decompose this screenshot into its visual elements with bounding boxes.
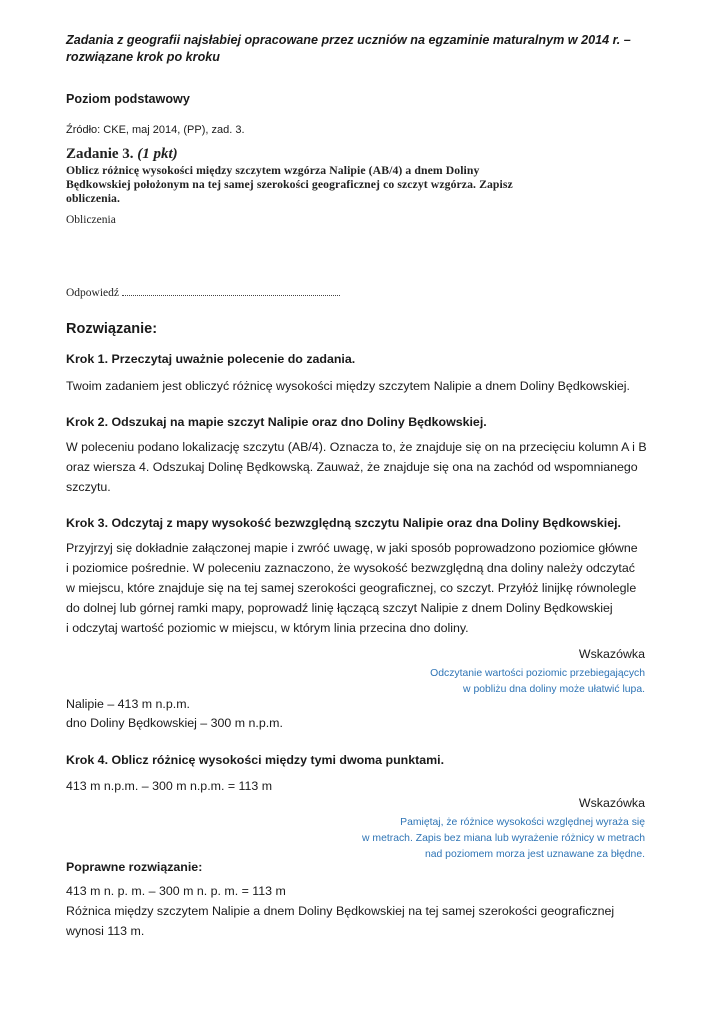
- step-4-hint-line-1: Pamiętaj, że różnice wysokości względnej wyraża się: [400, 817, 645, 828]
- level-heading: Poziom podstawowy: [66, 92, 190, 106]
- step-1-text: Twoim zadaniem jest obliczyć różnicę wysokości między szczytem Nalipie a dnem Doliny Będkowskiej.: [66, 379, 630, 393]
- correct-line-2: wynosi 113 m.: [66, 924, 145, 938]
- step-3-line-5: i odczytaj wartość poziomic w miejscu, w którym linia przecina dno doliny.: [66, 621, 469, 635]
- task-points: (1 pkt): [137, 146, 178, 162]
- task-title: [66, 146, 516, 163]
- solution-heading: Rozwiązanie:: [66, 321, 158, 337]
- step-4-hint: [362, 815, 645, 863]
- header-line-1: Zadania z geografii najsłabiej opracowane przez uczniów na egzaminie maturalnym w 2014 r. –: [66, 33, 631, 47]
- step-3-text: [66, 538, 656, 638]
- step-3-hint-line-2: w pobliżu dna doliny może ułatwić lupa.: [463, 684, 645, 695]
- step-4-hint-line-2: w metrach. Zapis bez miana lub wyrażenie różnicy w metrach: [362, 833, 645, 844]
- step-3-line-3: w miejscu, które znajduje się na tej samej szerokości geograficznej, co szczyt. Przyłóż linijkę równolegle: [66, 581, 637, 595]
- result-nalipie: Nalipie – 413 m n.p.m.: [66, 697, 190, 711]
- answer-dotted-line: [122, 287, 340, 296]
- step-2-line-3: szczytu.: [66, 480, 111, 494]
- step-3-hint-label: Wskazówka: [578, 647, 645, 661]
- step-2-line-1: W poleceniu podano lokalizację szczytu (AB/4). Oznacza to, że znajduje się on na przecięciu kolumn A i B: [66, 440, 647, 454]
- calculations-label: Obliczenia: [66, 214, 116, 226]
- step-3-title: Krok 3. Odczytaj z mapy wysokość bezwzględną szczytu Nalipie oraz dna Doliny Będkowskiej.: [66, 516, 621, 530]
- task-line-2: Będkowskiej położonym na tej samej szerokości geograficznej co szczyt wzgórza. Zapisz: [66, 178, 513, 191]
- step-2-title: Krok 2. Odszukaj na mapie szczyt Nalipie oraz dno Doliny Będkowskiej.: [66, 415, 487, 429]
- step-4-calc: 413 m n.p.m. – 300 m n.p.m. = 113 m: [66, 779, 273, 793]
- answer-label: Odpowiedź: [66, 287, 120, 299]
- task-line-1: Oblicz różnicę wysokości między szczytem wzgórza Nalipie (AB/4) a dnem Doliny: [66, 164, 480, 177]
- correct-calc: 413 m n. p. m. – 300 m n. p. m. = 113 m: [66, 884, 286, 898]
- correct-solution-title: Poprawne rozwiązanie:: [66, 860, 203, 874]
- step-2-text: [66, 437, 656, 497]
- task-number: Zadanie 3.: [66, 146, 134, 162]
- step-3-line-4: do dolnej lub górnej ramki mapy, poprowadź linię łączącą szczyt Nalipie z dnem Doliny Będkowskiej: [66, 601, 613, 615]
- correct-conclusion: [66, 901, 656, 941]
- step-4-title: Krok 4. Oblicz różnicę wysokości między tymi dwoma punktami.: [66, 753, 445, 767]
- step-3-hint-line-1: Odczytanie wartości poziomic przebiegających: [430, 668, 645, 679]
- task-line-3: obliczenia.: [66, 192, 121, 205]
- step-4-hint-label: Wskazówka: [578, 796, 645, 810]
- step-3-line-1: Przyjrzyj się dokładnie załączonej mapie i zwróć uwagę, w jaki sposób poprowadzono poziomice główne: [66, 541, 638, 555]
- document-header: [66, 32, 656, 66]
- task-body: [66, 164, 516, 206]
- answer-line: [66, 287, 340, 299]
- step-4-hint-line-3: nad poziomem morza jest uznawane za błędne.: [424, 849, 645, 860]
- header-line-2: rozwiązane krok po kroku: [66, 50, 220, 64]
- step-1-title: Krok 1. Przeczytaj uważnie polecenie do zadania.: [66, 352, 356, 366]
- result-valley: dno Doliny Będkowskiej – 300 m n.p.m.: [66, 716, 283, 730]
- step-3-line-2: i poziomice pośrednie. W poleceniu zaznaczono, że wysokość bezwzględną dna doliny należy odczytać: [66, 561, 635, 575]
- scanned-task: [66, 146, 516, 306]
- step-2-line-2: oraz wiersza 4. Odszukaj Dolinę Będkowską. Zauważ, że znajduje się ona na zachód od wspomnianego: [66, 460, 638, 474]
- correct-line-1: Różnica między szczytem Nalipie a dnem Doliny Będkowskiej na tej samej szerokości geograficznej: [66, 904, 615, 918]
- source-note: Źródło: CKE, maj 2014, (PP), zad. 3.: [66, 124, 245, 136]
